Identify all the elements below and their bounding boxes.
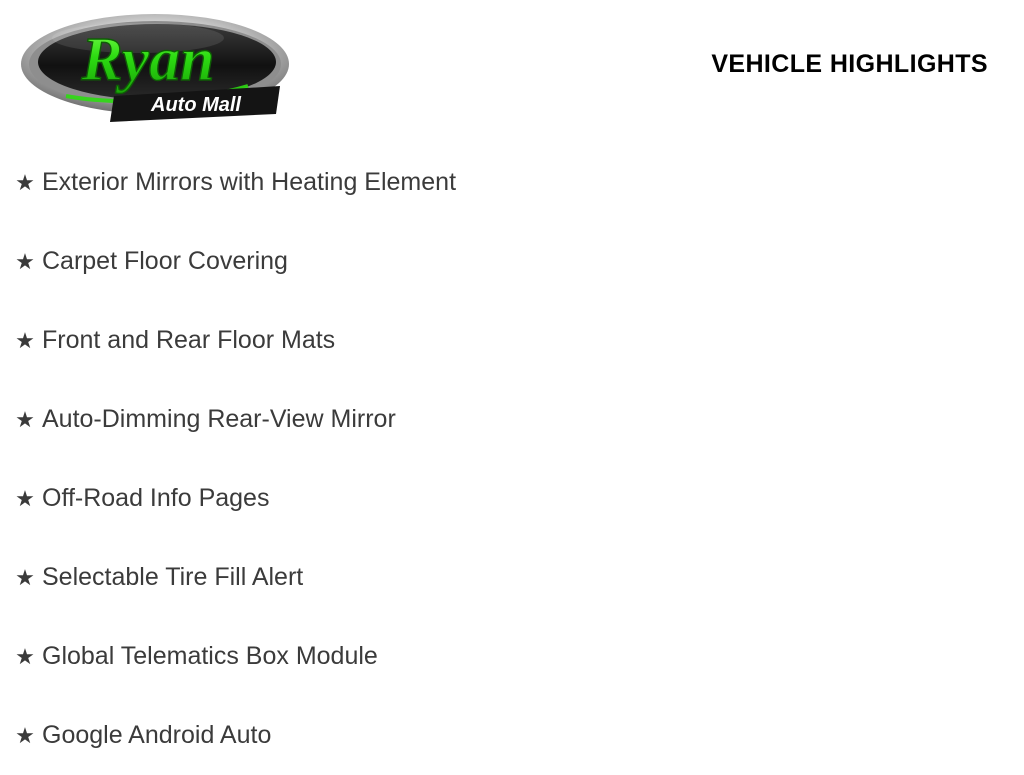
star-icon: ★ <box>15 169 35 195</box>
list-item <box>0 538 1024 617</box>
ryan-auto-mall-logo <box>18 8 293 126</box>
list-item <box>0 380 1024 459</box>
star-icon: ★ <box>15 722 35 748</box>
star-icon: ★ <box>15 248 35 274</box>
list-item <box>0 617 1024 696</box>
list-item <box>0 143 1024 222</box>
list-item <box>0 696 1024 775</box>
list-item-label: Exterior Mirrors with Heating Element <box>42 168 457 196</box>
list-item <box>0 222 1024 301</box>
list-item-label: Selectable Tire Fill Alert <box>42 563 304 591</box>
list-item-label: Global Telematics Box Module <box>42 642 378 670</box>
list-item-label: Front and Rear Floor Mats <box>42 326 336 354</box>
page-title: VEHICLE HIGHLIGHTS <box>711 50 988 78</box>
star-icon: ★ <box>15 643 35 669</box>
page-header <box>0 0 1024 140</box>
star-icon: ★ <box>15 406 35 432</box>
list-item-label: Off-Road Info Pages <box>42 484 270 512</box>
svg-text:Ryan: Ryan <box>81 26 215 94</box>
list-item-label: Auto-Dimming Rear-View Mirror <box>42 405 396 433</box>
svg-text:Auto Mall: Auto Mall <box>151 94 241 116</box>
vehicle-highlights-list <box>0 143 1024 775</box>
list-item-label: Google Android Auto <box>42 721 272 749</box>
list-item <box>0 459 1024 538</box>
star-icon: ★ <box>15 485 35 511</box>
star-icon: ★ <box>15 564 35 590</box>
list-item-label: Carpet Floor Covering <box>42 247 288 275</box>
list-item <box>0 301 1024 380</box>
star-icon: ★ <box>15 327 35 353</box>
